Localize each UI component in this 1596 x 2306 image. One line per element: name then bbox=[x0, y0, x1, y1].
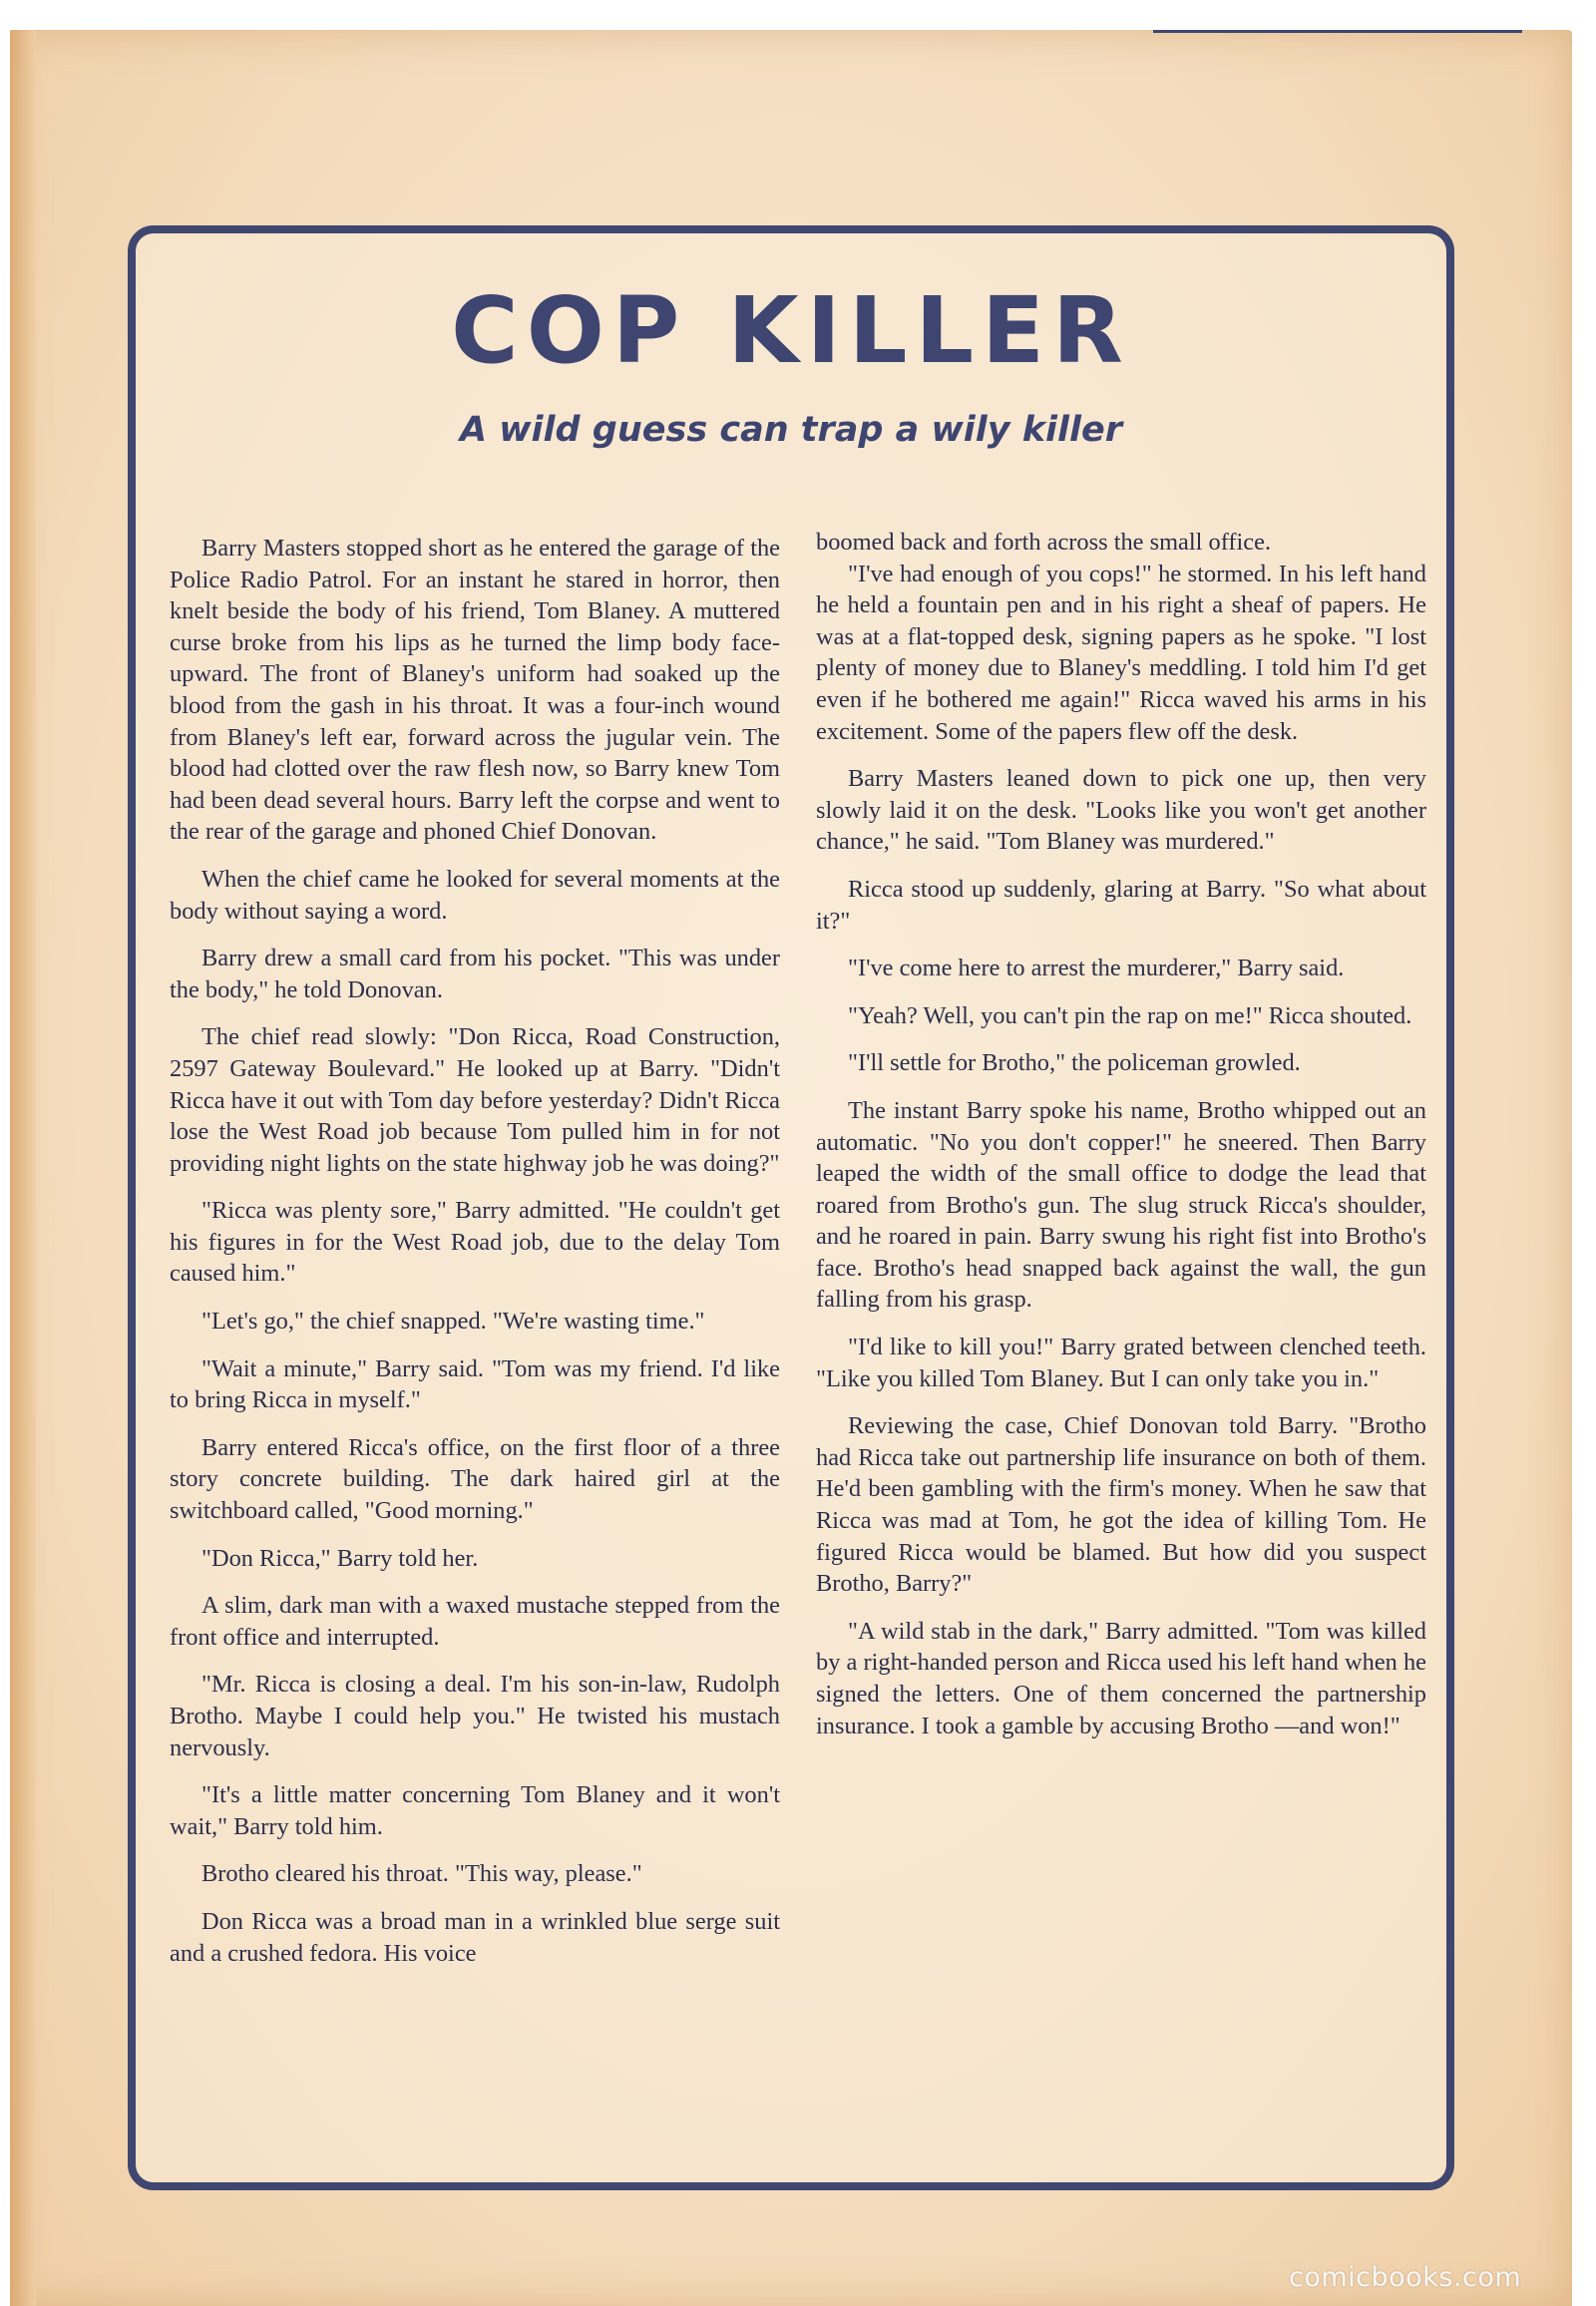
paragraph: "I've had enough of you cops!" he stormed. In his left hand he held a fountain pen and in his right a sheaf of papers. He was at a flat-topped desk, signing papers as he spoke. "I lost plenty of money due to Blaney's meddling. I told him I'd get even if he bothered me again!" Ricca waved his arms in his excitement. Some of the papers flew off the desk. bbox=[816, 560, 1426, 745]
paragraph: Barry drew a small card from his pocket. "This was under the body," he told Donovan. bbox=[170, 945, 780, 1003]
paragraph: "Let's go," the chief snapped. "We're wasting time." bbox=[201, 1308, 705, 1336]
paragraph: Don Ricca was a broad man in a wrinkled blue serge suit and a crushed fedora. His voice bbox=[170, 1907, 780, 1967]
paragraph: "Wait a minute," Barry said. "Tom was my friend. I'd like to bring Ricca in myself." bbox=[170, 1354, 780, 1414]
story-title: COP KILLER bbox=[451, 277, 1131, 384]
paragraph: "I've come here to arrest the murderer," Barry said. bbox=[848, 955, 1345, 982]
paragraph: Ricca stood up suddenly, glaring at Barry. "So what about it?" bbox=[816, 875, 1426, 935]
paragraph-continued: boomed back and forth across the small office. bbox=[816, 529, 1272, 556]
magazine-page bbox=[10, 30, 1572, 2306]
paragraph: A slim, dark man with a waxed mustache stepped from the front office and interrupted. bbox=[170, 1592, 780, 1651]
paragraph: The chief read slowly: "Don Ricca, Road Construction, 2597 Gateway Boulevard." He looked up at Barry. "Didn't Ricca have it out with Tom day before yesterday? Didn't Ricca lose the West Road job because Tom pulled him in for not providing night lights on the state highway job he was doing?" bbox=[170, 1023, 780, 1177]
paragraph: "It's a little matter concerning Tom Blaney and it won't wait," Barry told him. bbox=[170, 1781, 780, 1840]
watermark-text: comicbooks.com bbox=[1289, 2262, 1522, 2293]
paragraph: Barry Masters leaned down to pick one up, then very slowly laid it on the desk. "Looks like you won't get another chance," he said. "Tom Blaney was murdered." bbox=[816, 765, 1426, 856]
paragraph: "Mr. Ricca is closing a deal. I'm his son-in-law, Rudolph Brotho. Maybe I could help you." He twisted his mustach nervously. bbox=[170, 1671, 780, 1761]
paragraph: "Don Ricca," Barry told her. bbox=[201, 1544, 479, 1572]
right-column bbox=[816, 527, 1426, 1741]
paragraph: When the chief came he looked for several moments at the body without saying a word. bbox=[170, 865, 780, 925]
paragraph: Barry entered Ricca's office, on the first floor of a three story concrete building. The dark haired girl at the switchboard called, "Good morning." bbox=[170, 1433, 780, 1525]
paragraph: "I'll settle for Brotho," the policeman growled. bbox=[848, 1049, 1301, 1077]
story-panel bbox=[128, 225, 1454, 2190]
paragraph: The instant Barry spoke his name, Brotho whipped out an automatic. "No you don't copper!" he sneered. Then Barry leaped the width of the small office to dodge the lead that roared from Brotho's gun. The slug struck Ricca's shoulder, and he roared in pain. Barry swung his right fist into Brotho's face. Brotho's head snapped back against the wall, the gun falling from his grasp. bbox=[816, 1096, 1426, 1314]
paragraph: "I'd like to kill you!" Barry grated between clenched teeth. "Like you killed Tom Blaney. But I can only take you in." bbox=[816, 1334, 1426, 1392]
paragraph: "Ricca was plenty sore," Barry admitted. "He couldn't get his figures in for the West Road job, due to the delay Tom caused him." bbox=[170, 1197, 780, 1288]
paragraph: "Yeah? Well, you can't pin the rap on me!" Ricca shouted. bbox=[848, 1001, 1412, 1029]
left-column bbox=[170, 533, 780, 1969]
top-rule-line bbox=[1153, 30, 1522, 33]
story-subtitle: A wild guess can trap a wily killer bbox=[459, 410, 1123, 450]
page-spine-shadow bbox=[10, 30, 36, 2306]
paragraph: Barry Masters stopped short as he entered the garage of the Police Radio Patrol. For an instant he stared in horror, then knelt beside the body of his friend, Tom Blaney. A muttered curse broke from his lips as he turned the limp body face-upward. The front of Blaney's uniform had soaked up the blood from the gash in his throat. It was a four-inch wound from Blaney's left ear, forward across the jugular vein. The blood had clotted over the raw flesh now, so Barry knew Tom had been dead several hours. Barry left the corpse and went to the rear of the garage and phoned Chief Donovan. bbox=[170, 535, 780, 846]
paragraph: "A wild stab in the dark," Barry admitted. "Tom was killed by a right-handed person and Ricca used his left hand when he signed the letters. One of them concerned the partnership insurance. I took a gamble by accusing Brotho —and won!" bbox=[816, 1617, 1426, 1739]
paragraph: Brotho cleared his throat. "This way, please." bbox=[201, 1860, 642, 1888]
paragraph: Reviewing the case, Chief Donovan told Barry. "Brotho had Ricca take out partnership life insurance on both of them. He'd been gambling with the firm's money. When he saw that Ricca was mad at Tom, he got the idea of killing Tom. He figured Ricca would be blamed. But how did you suspect Brotho, Barry?" bbox=[816, 1412, 1426, 1598]
